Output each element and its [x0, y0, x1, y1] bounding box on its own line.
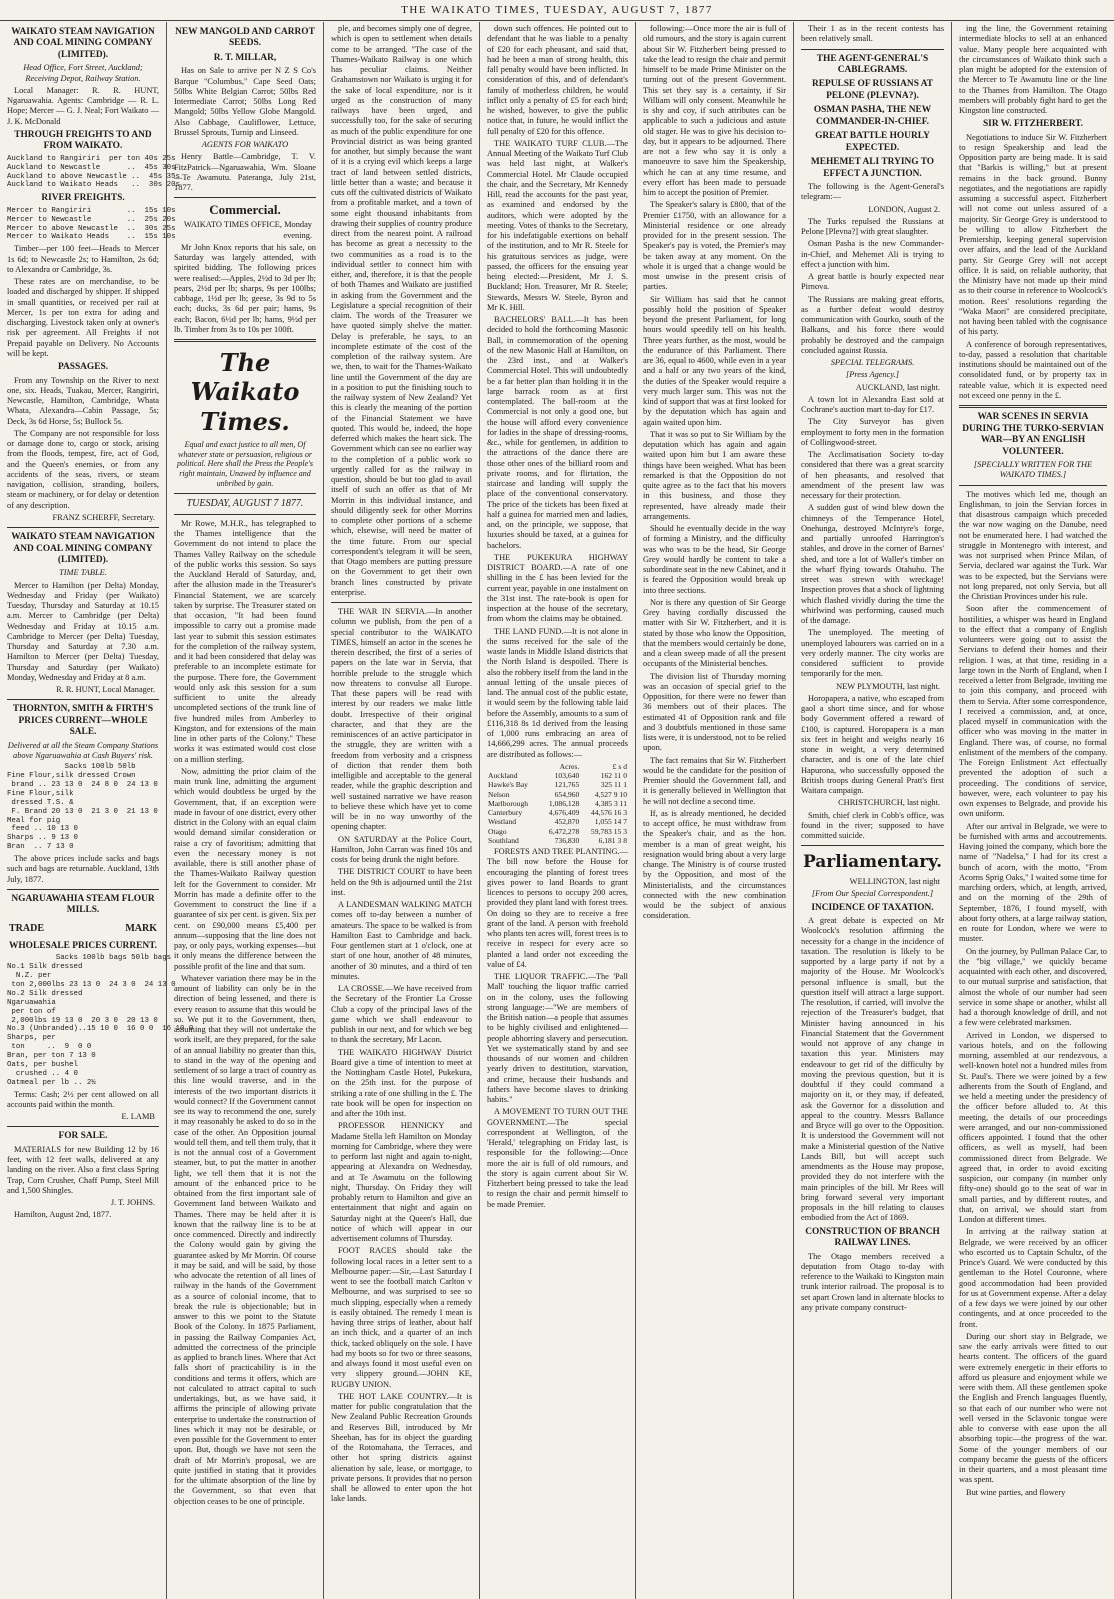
column-3 [324, 22, 480, 1599]
timber-note: Timber—per 100 feet—Heads to Mercer 1s 6d; to Newcastle 2s; to Hamilton, 2s 6d; to Alexandra or Cambridge, 3s. [7, 244, 159, 274]
news-item: During our short stay in Belgrade, we saw the early arrivals were fitted to our hearts content. The officers of the guard were extremely energetic in their efforts to afford us pleasure and enjoyment while we were with them. All these gentlemen spoke the English and French languages fluently, so that each of our number who were not well versed in the Sclavonic tongue were able to converse with ease upon the all absorbing topic—the progress of the war. Some of the younger members of our company became the guests of the officers in their quarters, and a most pleasant time was spent. [959, 1331, 1107, 1485]
news-item: The following is the Agent-General's telegram:— [801, 182, 944, 202]
freights-table: Auckland to Rangiriri per ton 40s 25s Auckland to Newcastle .. 45s 30s Auckland to above Newcastle .. 45s 35s Auckland to Waikato Heads .. 30s 20s [7, 154, 180, 190]
dateline: LONDON, August 2. [868, 204, 940, 214]
commercial-text: Mr John Knox reports that his sale, on Saturday was largely attended, with spirited bidding. The following prices were realised:—Apples, 2½d to 3d per lb; pears, 2½d per lb; sharps, 9s per 100lbs; cabbage, 1½d per lb; geese, 3s 9d to 5s each; ducks, 3s 6d per pair; hams, 9s each; Bacon, 6½d per lb; hams, 9½d per lb. Timber from 3s to 10s per 100ft. [174, 242, 316, 334]
table-cell: 103,640 [554, 771, 580, 780]
table-cell: 6,472,278 [548, 826, 580, 836]
freights-heading: THROUGH FREIGHTS TO AND FROM WAIKATO. [14, 129, 152, 152]
news-item: PROFESSOR HENNICKY and Madame Stella left Hamilton on Monday morning for Cambridge, where they were to perform last night and again to-night, appearing at Alexandra on Wednesday, and at Te Awamutu on the following night, Thursday. On Friday they will probably return to Hamilton and give an entertainment that night and again on Saturday night at the Queen's Hall, due notice of which will appear in our advertisement columns of Thursday. [331, 1121, 472, 1243]
divider [174, 493, 316, 494]
news-item: Soon after the commencement of hostilities, a whisper was heard in England to the effect that a company of English volunteers were going out to assist the Servians to defend their homes and their religion. I was, at that time, residing in a large town in the North of England, when I received a letter from Belgrade, inviting me to join this company, and proceed with them to Servia. After some correspondence, I received a commission, and, at once, placed myself in communication with the officer who was moving in the matter in England. There was, of course, no formal enlistment of the members of the company. The Foreign Enlistment Act effectually prevented the adoption of such a proceeding. The conditions of service, however, were, each volunteer to pay his own expenses to Belgrade, and provide his own uniform. [959, 604, 1107, 819]
columns [0, 22, 1114, 1599]
table-cell: Canterbury [488, 808, 523, 817]
liability-text: The Company are not responsible for loss or damage done to, cargo or stock, arising from the floods, tempest, fire, act of God, and the Queen's enemies, or from any accidents of the seas, rivers, or steam navigation, collision, stranding, boilers, steam or machinery, or for delay or detention of any description. [7, 428, 159, 510]
news-item: The fact remains that Sir W. Fitzherbert would be the candidate for the position of Premier should the Government fall, and it is generally believed in Wellington that he will not decline a second time. [643, 755, 786, 806]
divider [7, 1126, 159, 1127]
table-cell: Westland [488, 817, 517, 827]
table-row [487, 771, 628, 780]
timetable-text: Mercer to Hamilton (per Delta) Monday, Wednesday and Friday (per Waikato) Tuesday, Thursday and Saturday at 10.15 a.m. Mercer to Cambridge (per Delta) Wednesday and Friday at 10.15 a.m. Cambridge to Mercer (per Delta) Tuesday, Thursday and Saturday at 7.30 a.m. Hamilton to Mercer (per Delta) Tuesday, Thursday and Saturday (per Waikato) Monday, Wednesday and Friday at 8 a.m. [7, 580, 159, 682]
news-item: If, as is already mentioned, he decided to accept office, he must withdraw from the Speaker's chair, and as the hon. member is a man of great weight, his resignation would bring about a very large change. The Ministry is of course trusted by the Opposition, and most of the Ministerialists, and the circumstances connected with the new combination would be the subject of anxious consideration. [643, 808, 786, 921]
table-cell: Marlborough [488, 798, 529, 808]
table-cell: 4,385 3 11 [595, 798, 627, 808]
land-table [487, 762, 628, 845]
table-cell: 1,086,128 [548, 798, 580, 808]
press-agency: [Press Agency.] [845, 370, 900, 380]
table-cell: 59,783 15 3 [590, 826, 627, 836]
news-item: LA CROSSE.—We have received from the Secretary of the Frontier La Crosse Club a copy of the principal laws of the game which we shall endeavour to publish in our next, and for which we beg to thank the secretary, Mr Lacon. [331, 984, 472, 1045]
news-item: BACHELORS' BALL.—It has been decided to hold the forthcoming Masonic Ball, in commemoration of the opening of the new Masonic Hall at Hamilton, on the 23rd inst., and at Walker's Commercial Hotel. This will undoubtedly be a far better plan than holding it in the large barrack room as at first contemplated. The ball-room at the Commercial is not only a good one, but the house will afford every convenience for ladies in the shape of dressing-rooms, &c., while for gentlemen, in addition to the attractions of the dance there are those other ones of the billiard room and private rooms, and for flirtation, the staircase and landing will supply the place of the conventional conservatory. The price of the tickets has been fixed at half a guinea for married men and ladies, and, on the principle, we suppose, that luxuries should be taxed, at a guinea for bachelors. [487, 315, 628, 550]
table-cell: Hawke's Bay [488, 780, 528, 790]
news-item: A MOVEMENT TO TURN OUT THE GOVERNMENT.—The special correspondent at Wellington, of the 'Herald,' telegraphing on Friday last, is responsible for the following:—Once more the air is full of old rumours, and the story is again current about Sir W. Fitzherbert being pressed to take the lead to resign the chair and permit himself to be made Premier. [487, 1107, 628, 1209]
forsale-place: Hamilton, August 2nd, 1877. [14, 1210, 112, 1220]
branch-heading: CONSTRUCTION OF BRANCH RAILWAY LINES. [805, 1226, 940, 1249]
table-header-cell: £ s d [612, 761, 627, 771]
news-item: THE WAIKATO TURF CLUB.—The Annual Meeting of the Waikato Turf Club was held last night, at Walker's Commercial Hotel. Mr Claude occupied the chair, and the Secretary, Mr Kennedy Hill, read the accounts for the past year, as examined and endorsed by the auditors, which were adopted by the meeting. Votes of thanks to the Secretary, for his indefatigable exertions on behalf of the institution, and to Mr R. Steele for his gratuitous services as judge, were passed, the officers for the ensuing year being elected:—President, Mr J. S. Buckland; Hon. Treasurer, Mr R. Steele; Stewards, Messrs W. Steele, Byron and Mr K. Hill. [487, 138, 628, 312]
wholesale-table: Sacks 100lb bags 50lb bags No.1 Silk dressed N.Z. per ton 2,000lbs 23 13 0 24 3 0 24 13 0 No.2 Silk dressed Ngaruawahia per ton of 2,000lbs 19 13 0 20 3 0 20 13 0 No.3 (Unbranded)..15 10 0 16 0 0 16 10 0 Sharps, per ton .. 9 0 0 Bran, per ton 7 13 0 Oats, per bushel crushed .. 4 0 Oatmeal per lb .. 2½ [7, 954, 194, 1087]
column-5 [636, 22, 794, 1599]
table-cell: Southland [488, 835, 519, 845]
great-battle-heading: GREAT BATTLE HOURLY EXPECTED. [815, 131, 930, 153]
ngaruawahia-heading: NGARUAWAHIA STEAM FLOUR MILLS. [11, 893, 155, 916]
war-scenes-heading: WAR SCENES IN SERVIA DURING THE TURKO-SERVIAN WAR—BY AN ENGLISH VOLUNTEER. [962, 412, 1104, 457]
column-2 [167, 22, 324, 1599]
news-item: The Otago members received a deputation from Otago to-day with reference to the Waikaki to Kingston main trunk interior railroad. The proposal is to set apart Crown land in alternate blocks to any private company construct- [801, 1251, 944, 1312]
news-item: THE HOT LAKE COUNTRY.—It is matter for public congratulation that the New Zealand Public Recreation Grounds and Reserves Bill, introduced by Mr Sheehan, has for its object the guarding of the Rotomahana, the Terraces, and other hot spring districts against alienation by sale, lease, or mortgage, to private persons. It provides that no person shall be allowed to enter upon the hot lake lands. [331, 1391, 472, 1504]
own-correspondent: [From Our Special Correspondent.] [811, 889, 934, 899]
agent-general-heading: THE AGENT-GENERAL'S CABLEGRAMS. [816, 53, 929, 75]
news-item: The Acclimatisation Society to-day considered that there was a great scarcity of hen pheasants, and resolved that amendment of the present law was necessary for their protection. [801, 450, 944, 501]
divider [331, 602, 472, 603]
news-item: The Russians are making great efforts, as a further defeat would destroy communication with Gourko, south of the Balkans, and his force there would probably be destroyed and the campaign concluded against Russia. [801, 294, 944, 355]
secretary-signature: FRANZ SCHERFF, Secretary. [52, 512, 155, 522]
table-header [487, 762, 628, 771]
rates-note: These rates are on merchandise, to be loaded and discharged by shipper. If shipped in small quantities, or received per rail at Mercer, 1s per ton extra for ading and discharging. Livestock taken only at owner's risk per agreement. All Freights if not Prepaid payable on Delivery. No Accounts will be kept. [7, 277, 159, 358]
table-cell: 654,960 [554, 789, 580, 799]
news-item: THE WAR IN SERVIA.—In another column we publish, from the pen of a special contributor to the WAIKATO TIMES, himself an actor in the scenes he therein described, the first of a series of papers on the late war in Servia, that horrible prelude to the struggle which now threatens to convulse all Europe. That these papers will be read with interest by our readers we make little doubt. Irrespective of their original character, and that they are the reminiscences of an active participator in the struggle, they are written with a freedom from verbosity and a crispness of diction that render them both intelligible and acceptable to the general reader, while the graphic description and well sustained narrative we have reason to believe these which have yet to come will be in no way unworthy of the opening chapter. [331, 607, 472, 832]
news-item: In arriving at the railway station at Belgrade, we were received by an officer who escorted us to Captain Schultz, of the Prince's Guard. We were conducted by this gentleman to the Hotel Couronne, where good accommodation had been provided for us at Government expense. After a delay of a few days we were joined by our other contingents, and at once proceeded to the front. [959, 1227, 1107, 1329]
column-7 [952, 22, 1114, 1599]
agents-heading: AGENTS FOR WAIKATO [201, 140, 289, 150]
incidence-heading: INCIDENCE OF TAXATION. [811, 902, 934, 913]
news-item: down such offences. He pointed out to defendant that he was liable to a penalty of £20 for each pheasant, and said that, had he been a man of strong health, this fall penalty would have been inflicted. In consideration of this, and of defendant's family of motherless children, he would inflict only a penalty of £5 for each bird; he wished, however, to give the public notice that, in future, he would inflict the full penalty of £20 for this offence. [487, 24, 628, 136]
divider [7, 527, 159, 528]
news-item: FOOT RACES should take the following local races in a letter sent to a Melbourne paper:—Sir,—Last Saturday I went to see the football match Carlton v Melbourne, and was surprised to see so much slipping, especially when a remedy is easily obtained. The remedy I mean is having three strips of leather, about half an inch thick, and a quarter of an inch thick, tacked obliquely on the sole. I have had my boots so for two or three seasons, and always found it most useful even on very slippery ground.—JOHN KE, RUGBY UNION. [331, 1246, 472, 1389]
timetable-heading: TIME TABLE. [59, 568, 107, 578]
running-head: THE WAIKATO TIMES, TUESDAY, AUGUST 7, 1877 [0, 0, 1114, 21]
table-row [487, 817, 628, 826]
special-heading: SPECIAL TELEGRAMS. [830, 358, 915, 368]
table-header-cell: Acres. [559, 761, 580, 771]
river-heading: RIVER FREIGHTS. [41, 193, 125, 204]
motto: Equal and exact justice to all men, Of whatever state or persuasion, religious or political. Here shall the Press the People's right maintain, Unawed by influence and unbribed by gain. [177, 439, 313, 488]
news-item: Smith, chief clerk in Cobb's office, was found in the river; supposed to have committed suicide. [801, 810, 944, 841]
manager-signature: R. R. HUNT, Local Manager. [56, 685, 155, 695]
divider [959, 405, 1107, 408]
table-row [487, 836, 628, 845]
dateline: NEW PLYMOUTH, last night. [836, 681, 940, 691]
dateline: AUCKLAND, last night. [855, 382, 940, 392]
divider [174, 339, 316, 342]
table-row [487, 780, 628, 789]
news-item: ON SATURDAY at the Police Court, Hamilton, John Carran was fined 10s and costs for being drunk the night before. [331, 834, 472, 864]
news-item: Nor is there any question of Sir George Grey having cordially discussed the matter with Sir W. Fitzherbert, and it is stated by those who know the Opposition, that the members would certainly be done, and a clean sweep made of all the present occupants of the Ministerial benches. [643, 597, 786, 669]
table-row [487, 790, 628, 799]
divider [174, 514, 316, 515]
news-item: The City Surveyor has given employment to forty men in the formation of Collingwood-street. [801, 417, 944, 447]
masthead: The Waikato Times. [190, 348, 300, 436]
company-title: WAIKATO STEAM NAVIGATION AND COAL MINING COMPANY (LIMITED). [11, 27, 155, 60]
mills-signature: E. LAMB [121, 1112, 155, 1122]
news-item: On the journey, by Pullman Palace Car, to the "big village," we quickly became acquainted with each other, and discovered, to our mutual surprise and satisfaction, that almost the whole of our number had seen service in some shape or another, whilst all had a thorough knowledge of drill, and not a few were celebrated marksmen. [959, 946, 1107, 1028]
mehemet-heading: MEHEMET ALI TRYING TO EFFECT A JUNCTION. [810, 157, 935, 179]
news-item: The Turks repulsed the Russians at Pelone [Plevna?] with great slaughter. [801, 216, 944, 237]
table-cell: 6,181 3 8 [598, 835, 627, 845]
passages-heading: PASSAGES. [57, 362, 109, 373]
news-item: Horopapera, a native, who escaped from gaol a short time since, and for whose body Government offered a reward of £100, is captured. Horopapera is a man six feet in height and weighs nearly 16 stone in weight, a very determined character, and is one of the late chief Hapurona, who successfully opposed the British troops during General Pratt's first Waitara campaign. [801, 693, 944, 796]
news-item: following:—Once more the air is full of old rumours, and the story is again current about Sir W. Fitzherbert being pressed to take the lead to resign the chair and permit himself to be made Prime Minister on the turning out of the present Government. This set they say is a certainty, if Sir William will only consent. Meanwhile he is shy and coy, if such attributes can be applicable to such a judicious and astute old stager. He was to give his decision to-day, but it appears to be adjourned. There are not a few who say it is only a manoeuvre to save him the Speakership, which he can at any time resume, and every effort has been made to persuade him to accept the position of Premier. [643, 24, 786, 197]
leader-paragraph: ple, and becomes simply one of degree, which is open to settlement when details come to be arranged. "The case of the Thames-Waikato Railway is one which has peculiar claims. Neither Grahamstown nor Waikato is urging it for the sake of local expenditure, nor is it urged as the construction of many railways have been urged, and successfully too, for the sake of securing as much of the public expenditure for one Provincial district as was being granted for another, but simply because the want of it is a crying evil which keeps a large tract of land between settled districts, little better than a waste; and because it cuts off the cultivated districts of Waikato from a profitable market, and a town of some eight thousand inhabitants from drawing their supplies of country produce direct from the nearest point. A railroad has become as great a necessity to the two communities as a road is to the individual settler to connect him with either, and, therefore, it is that the people of both Thames and Waikato are justified in asking from the Government and the Legislature a special recognition of their claim. The words of the Treasurer we have quoted simply shelve the matter. Delay is preferable, he says, to an incomplete estimate of the cost of the completion of the railway system. Are we, then, to wait for the Thames-Waikato line until the Government of the day are in a position to put the finishing touch to the railway system of New Zealand? Yet this is clearly the meaning of the portion of the Financial Statement we have quoted. This would be, indeed, the hope deferred which makes the heart sick. The Government which can see no earlier way to the completion of a public work so urgently called for as the railway in question, should be but too glad to avail itself of such an offer as that of Mr Morrin in this individual instance, and should diligently seek for other Morrins to complete other portions of a scheme which, elsewise, will need be matter of the time future. From our special correspondent's telegram it will be seen, that Otago members are putting pressure on the Government to get their own branch lines constructed by private enterprise. [331, 24, 472, 597]
parliamentary-heading: Parliamentary. [802, 852, 943, 873]
leader-paragraph: Whatever variation there may be in the amount of liability can only be in the direction of being lessened, and there is every reason to assume that this would be so. We put it to the Government, then, assuming that they will not undertake the work itself, are they prepared, for the sake of an annual liability no greater than this, to stand in the way of the opening and settlement of so large a tract of country as this line would traverse, and in the interests of the two important districts it would connect? If the Government cannot see its way to recommend the one, surely it may reasonably be asked to do so in the case of the other. An Opposition journal would tell them, and tell them truly, that it is not the annual cost of a Government steamer, but, to put the matter in another light, we tell them that it is not the amount of the enhanced price to be obtained from the first important sale of Government land between Waikato and Thames. There may be held after it is known that the railway line is to be at once commenced. Directly and indirectly the Colony would gain by giving the guarantee asked by Mr Morrin. Of course it may be said, and will be said, by those who advocate the retention of all lines of railway in the hands of the Government as a source of colonial income, that to break the rule is objectionable; but in answer to this we point to the Statute Book of the Colony. In 1875 Parliament, in passing the Railway Companies Act, admitted the correctness of the principle as applied to branch lines. Where that Act falls short of practicability is in the conditions and terms it offers, which are not calculated to attract capital to such undertakings, but, as we have said, it affirms the principle of allowing private enterprise to undertake the construction of lines which it may not be desirable, or even possible for the Government to enter upon. But, though we have not seen the draft of Mr Morrin's proposal, we are quite justified in stating that it provides for the ultimate absorption of the line by the Government, so that even that objection ceases to be one of principle. [174, 973, 316, 1506]
table-row [487, 808, 628, 817]
osman-heading: OSMAN PASHA, THE NEW COMMANDER-IN-CHIEF. [813, 105, 932, 127]
terms-note: Terms: Cash; 2½ per cent allowed on all accounts paid within the month. [7, 1089, 159, 1109]
thornton-sub: Delivered at all the Steam Company Stations above Ngaruawahia at Cash Buyers' risk. [7, 740, 159, 761]
table-cell: 4,676,409 [548, 808, 580, 817]
news-item: A town lot in Alexandra East sold at Cochrane's auction mart to-day for £17. [801, 394, 944, 415]
news-item: THE PUKEKURA HIGHWAY DISTRICT BOARD.—A rate of one shilling in the £ has been levied for the current year, payable in one instalment on the 31st inst. The rate-book is open for inspection at the house of the secretary, from whom the claims may be obtained. [487, 552, 628, 624]
column-4 [480, 22, 636, 1599]
news-item: A conference of borough representatives, to-day, passed a resolution that charitable institutions should be maintained out of the consolidated fund, or by property tax in rateable value, which it is expected need not exceed one penny in the £. [959, 339, 1107, 400]
news-item: THE LAND FUND.—It is not alone in the sums received for the sale of the waste lands in Middle Island districts that the North Island is despoiled. There is also the robbery itself from the land in the annual letting of the unsale pieces of land. The annual cost of the public estate, it would seem by the following table laid before the Assembly, amounts to a sum of £116,318 8s 1d derived from the leasing of 1,000 runs embracing an area of 14,666,299 acres. The annual proceeds are distributed as follows:— [487, 626, 628, 759]
news-item: The motives which led me, though an Englishman, to join the Servian forces in that disastrous campaign which preceded the war now waging on the Danube, need not be enumerated here. I had watched the struggle in Montenegro with interest, and was not surprised when Prince Milan, of Servia, declared war against the Turk. War was to be expected, but the Servians were not long prepared, not only Servia, but all the Christian Provinces under his rule. [959, 489, 1107, 602]
commercial-heading: Commercial. [209, 202, 281, 218]
table-cell: 44,576 16 3 [590, 808, 627, 817]
table-cell: Nelson [488, 789, 510, 799]
divider [174, 197, 316, 198]
leader-paragraph: Mr Rowe, M.H.R., has telegraphed to the Thames intelligence that the Government do not intend to place the Thames Valley Railway on the schedule of the public works this session. So says the Auckland Herald of Saturday, and, after the allusion made in the Treasurer's Financial Statement, we are scarcely taken by surprise. The Treasurer stated on that occasion, "It had been found impossible to carry out a promise made last year to submit this session estimates for the completion of the railway system, and it had been considered that delay was preferable to an incomplete estimate for the purpose. There fore, the Government would only ask this session for a sum sufficient to unite the already uncompleted sections of the trunk line of five hundred miles from Amberley to Kingston, and for extensions of the main line in other parts of the Colony." These works it was estimated would cost close on a million sterling. [174, 518, 316, 764]
wholesale-heading: WHOLESALE PRICES CURRENT. [8, 940, 158, 951]
thornton-heading: THORNTON, SMITH & FIRTH'S PRICES CURRENT—WHOLE SALE. [12, 704, 154, 738]
news-item: After our arrival in Belgrade, we were to be furnished with arms and accoutrements. Having joined the company, which bore the name of "Nadelsa," I had for its crest a bunch of acorn, with the motto, "From Acorns Sprig Oaks," I waited some time for marching orders, which, at length, arrived, and on the morning of the 29th of September, 1876, I found myself, with about forty others, at a large railway station, en route for London, where we were to muster. [959, 821, 1107, 944]
table-cell: 452,870 [554, 817, 580, 827]
war-scenes-sub: [SPECIALLY WRITTEN FOR THE WAIKATO TIMES.] [973, 460, 1093, 480]
divider [801, 845, 944, 846]
news-item: Osman Pasha is the new Commander-in-Chief, and Mehemet Ali is trying to effect a junction with him. [801, 239, 944, 269]
news-item: That it was so put to Sir William by the deputation which has again and again waited upon him but I am aware these things have been weighed. What has been remarked is that the Opposition do not quite agree as to the fact that his movers in this business, and those they represented, have already made their arrangements. [643, 429, 786, 521]
thornton-note: The above prices include sacks and bags such and bags are returnable. Auckland, 13th July, 1877. [7, 854, 159, 884]
river-table: Mercer to Rangiriri .. 15s 10s Mercer to Newcastle .. 25s 20s Mercer to above Newcastle .. 30s 25s Mercer to Waikato Heads .. 15s 10s [7, 206, 176, 242]
table-row [487, 827, 628, 836]
table-cell: 736,830 [554, 835, 580, 845]
agents-text: Henry Battle—Cambridge, T. V. FitzPatrick—Ngaruawahia, Wm. Sloane—Te Awamutu. Pateranga, July 21st, 1877. [174, 152, 316, 193]
table-cell: Otago [488, 826, 507, 836]
leader-paragraph: Now, admitting the prior claim of the main trunk line, admitting the argument which would doubtless be urged by the Government, that, if an exception were made in favour of one district, every other district in the Colony with an equal claim would demand similar consideration or raise a cry of favoritism; admitting that even the necessary money is not available, there is still another phase of the Thames-Waikato Railway question left for the Government to consider. Mr Morrin has made a definite offer to the Government to construct the line if a guarantee of six per cent. is given. Six per cent. on £90,000 means £5,400 per annum—supposing that the line does not pay, or only pays, working expenses—but it only means the difference between the possible profit of the line and that sum. [174, 766, 316, 971]
seed-text: Has on Sale to arrive per N Z S Co's Barque "Columbus," Cape Seed Oats; 50lbs White Belgian Carrot; 50lbs Red Intermediate Carrot; 50lbs Long Red Mangold; 50lbs Yellow Globe Mangold. Also Cabbage, Cauliflower, Lettuce, Brussel Sprouts, Turnip and Linseed. [174, 66, 316, 137]
forsale-text: MATERIALS for new Building 12 by 16 feet, with 12 feet walls, delivered at any landing on the river. Also a first class Spring Trap, Corn Crusher, Chaff Pump, Steel Mill and 1,500 Shingles. [7, 1144, 159, 1195]
news-item: ing the line, the Government retaining intermediate blocks to sell at an enhanced value. Many people here acquainted with the circumstances of Waikato think such a plan might be adopted for the extension of the Mercer to Te Awamutu line or the line to the Thames from Hamilton. The Otago members will probably fight hard to get the Kingston line constructed. [959, 24, 1107, 115]
news-item: The division list of Thursday morning was an occasion of special grief to the Opposition, for there were no fewer than 36 members out of their places. The estimated 41 of Opposition rank and file and 3 doubtfuls mentioned in those same lists were, it is understood, not to be relied upon. [643, 671, 786, 753]
seed-heading: NEW MANGOLD AND CARROT SEEDS. [175, 27, 315, 49]
column-1 [0, 22, 194, 1599]
news-item: A sudden gust of wind blew down the chimneys of the Temperance Hotel, Onehunga, destroyed McIntyre's forge, and partially unroofed Harrington's stables, and drove in the corner of Barnes' shed, and tore a lot of Waller's timber on the wharf flying towards Otahuhu. The street was strewn with wreckage! Inspection proves that a shock of lightning which flashed vividly during the time the whirlwind was performing, caused much of the damage. [801, 503, 944, 626]
news-item: Their 1 as in the recent contests has been relatively small. [801, 24, 944, 44]
leader-date: TUESDAY, AUGUST 7 1877. [186, 497, 304, 509]
dateline: CHRISTCHURCH, last night. [838, 798, 940, 808]
news-item: Should he eventually decide in the way of forming a Ministry, and the difficulty was who was to be the head, Sir George Grey would hardly be content to take a subordinate seat in the new Cabinet, and it is feared the Opposition would break up into three sections. [643, 524, 786, 595]
news-item: Sir William has said that he cannot possibly hold the position of Speaker beyond the present Parliament, for long hours would speedily tell on his health. Three years further, as the most, would be the endurance of this Parliament. There are 36, equal to 4600, while even in a year and a half or any two years of the kind, the duties of the Speaker would require a very much larger sum. This was not the kind of support that was at first looked for by the deputation which has again and again waited upon him. [643, 294, 786, 427]
commercial-office: WAIKATO TIMES OFFICE, Monday evening. [183, 220, 312, 240]
table-cell: 1,055 14 7 [594, 817, 627, 827]
news-item: A great battle is hourly expected near Pirnova. [801, 272, 944, 292]
company-title-2: WAIKATO STEAM NAVIGATION AND COAL MINING COMPANY (LIMITED). [11, 532, 155, 565]
table-cell: 162 11 0 [600, 771, 627, 780]
dateline: WELLINGTON, last night [849, 877, 940, 887]
news-item: THE DISTRICT COURT to have been held on the 9th is adjourned until the 21st inst. [331, 867, 472, 897]
passages-text: From any Township on the River to next one, six. Heads, Tuakau, Mercer, Rangiriri, Newcastle, Hamilton, Cambridge, Whata Whata, Alexandra—Cabin Passage, 5s; Deck, 3s 6d Horse, 5s; Bullock 5s. [7, 375, 159, 426]
thornton-table: Sacks 100lb 50lb Fine Flour,silk dressed Crown brand .. 23 13 0 24 8 0 24 13 0 Fine Flour,silk dressed T.S. & F. Brand 20 13 0 21 3 0 21 13 0 Meal for pig feed .. 10 13 0 Sharps .. 9 13 0 Bran .. 7 13 0 [7, 763, 158, 852]
agents-line: Local Manager: R. R. HUNT, Ngaruawahia. Agents: Cambridge — R. L. Hope; Mercer — G. J. Neal; Fort Waikato — J. K. McDonald [7, 85, 159, 126]
table-cell: 4,527 9 10 [594, 789, 627, 799]
mark-label: MARK [125, 922, 157, 934]
news-item: THE WAIKATO HIGHWAY District Board give a time of intention to meet at the Nottingham Castle Hotel, Pukekura, on the 25th inst. for the purpose of striking a rate of one shilling in the £. The rate book will be open for inspection on and after the 10th inst. [331, 1047, 472, 1118]
news-item: Negotiations to induce Sir W. Fitzherbert to resign Speakership and lead the Opposition party are being made. It is said that "Barkis is willing," but at present remains in the back ground. Bunny negotiates, and the negotiations are rapidly assuming a successful aspect. Fitzherbert will not come out unless assured of a majority. Sir George Grey is understood to be willing to allow Fitzherbert the Premiership, keeping general supervision over affairs, and the lead of the Auckland party. Sir George Grey will not accept office. It is said, on reliable authority, that the Ministry have not made up their mind as to their course in reference to Woolcock's motion. Rees' resolutions regarding the "Waka Maori" are considered precipitate, not having been tabled with the cognisance of his party. [959, 132, 1107, 337]
news-item: A great debate is expected on Mr Woolcock's resolution affirming the necessity for a change in the incidence of taxation. The resolution is likely to be supported by a large party if not by a majority of the House. Mr Woolcock's personal influence is small, but the question itself will attract a large support. The resolution, if carried, will involve the rejection of the Treasurer's budget, that Minister having announced in his Financial Statement that the Government would not approve of any change in taxation this year. Ministers may endeavour to get rid of the difficulty by moving the previous question, but it is doubtful if they could command a majority on it, or they may, if defeated, ask the Governor for a dissolution and appeal to the country. Messrs Ballance and Bryce will go over to the Opposition. It is understood the Government will not make a Ministerial question of the Native Lands Bill, but will accept such amendments as the House may propose, provided they do not interfere with the main principles of the bill. Mr Rees will bring forward several very important proposals in the bill relating to clauses embodied from the Act of 1869. [801, 916, 944, 1223]
repulse-heading: REPULSE OF RUSSIANS AT PELONE (PLEVNA?). [811, 79, 934, 101]
divider [959, 485, 1107, 486]
news-item: FORESTS AND TREE PLANTING.—The bill now before the House for encouraging the planting of forest trees gives power to land Boards to grant licences to persons to occupy 200 acres, provided they plant land with forest trees. On doing so they are to receive a free grant of the land. A person with freehold who plants ten acres will, forest trees is to receive in respect for every acre so planted a land order not exceeding the value of £4. [487, 847, 628, 969]
column-6 [794, 22, 952, 1599]
table-cell: 325 11 1 [600, 780, 627, 790]
fitzherbert-heading: SIR W. FITZHERBERT. [982, 119, 1084, 130]
news-item: A LANDESMAN WALKING MATCH comes off to-day between a number of amateurs. The space to be walked is from Hamilton East to Cambridge and back. Four gentlemen start at 1 o'clock, one at start of one hour, another of 48 minutes, another of 30 minutes, and a third of ten minutes. [331, 900, 472, 981]
seed-merchant: R. T. MILLAR, [213, 52, 277, 63]
divider [7, 889, 159, 890]
table-cell: Auckland [488, 771, 518, 780]
head-office: Head Office, Fort Street, Auckland; Receiving Depot, Railway Station. [23, 63, 143, 83]
forsale-signature: J. T. JOHNS. [110, 1198, 155, 1208]
trade-label: TRADE [9, 922, 45, 934]
table-header-cell [487, 762, 540, 771]
news-item: The Speaker's salary is £800, that of the Premier £1750, with an allowance for a Ministerial residence or one already provided for in the present session. The Speaker's pay is voted, the Premier's may be taken away at any moment. On the whole it is urged that a change would be most unwise in the present crisis of parties. [643, 200, 786, 292]
trade-mark [9, 923, 157, 935]
news-item: Arrived in London, we dispersed to various hotels, and on the following morning, assembled at our rendezvous, a well-known hotel not a hundred miles from St. Paul's. There we were joined by a few adherents from the South of England, and we held a meeting under the presidency of the officer before alluded to. At this meeting, the details of our proceedings were arranged, and our non-commissioned officers appointed. I found that the other officers, as well as myself, had been commissioned direct from Belgrade. We agreed that, in order to avoid exciting suspicion, our company (in number only fifty-one) should go to the seat of war in small parties, and by different routes, and that, on arrival, we should start from London at different times. [959, 1030, 1107, 1225]
news-item: THE LIQUOR TRAFFIC.—The 'Pall Mall' touching the liquor traffic carried on in the colony, uses the following strong language:—"We are members of the British nation—a people that assumes to be highly civilised and enlightened—people abhorring slavery and persecution. Yet we systematically stand by and see thousands of our women and children yearly driven to destitution, starvation, and crime, because their husbands and fathers have become slaves to drinking habits." [487, 972, 628, 1104]
divider [801, 49, 944, 50]
table-row [487, 799, 628, 808]
news-item: The unemployed. The meeting of unemployed labourers was carried on in a very orderly manner. The city works are considered sufficient to provide temporarily for the men. [801, 628, 944, 679]
divider [7, 699, 159, 700]
forsale-heading: FOR SALE. [58, 1131, 108, 1142]
table-cell: 121,765 [554, 780, 580, 790]
news-item: But wine parties, and flowery [966, 1487, 1066, 1497]
